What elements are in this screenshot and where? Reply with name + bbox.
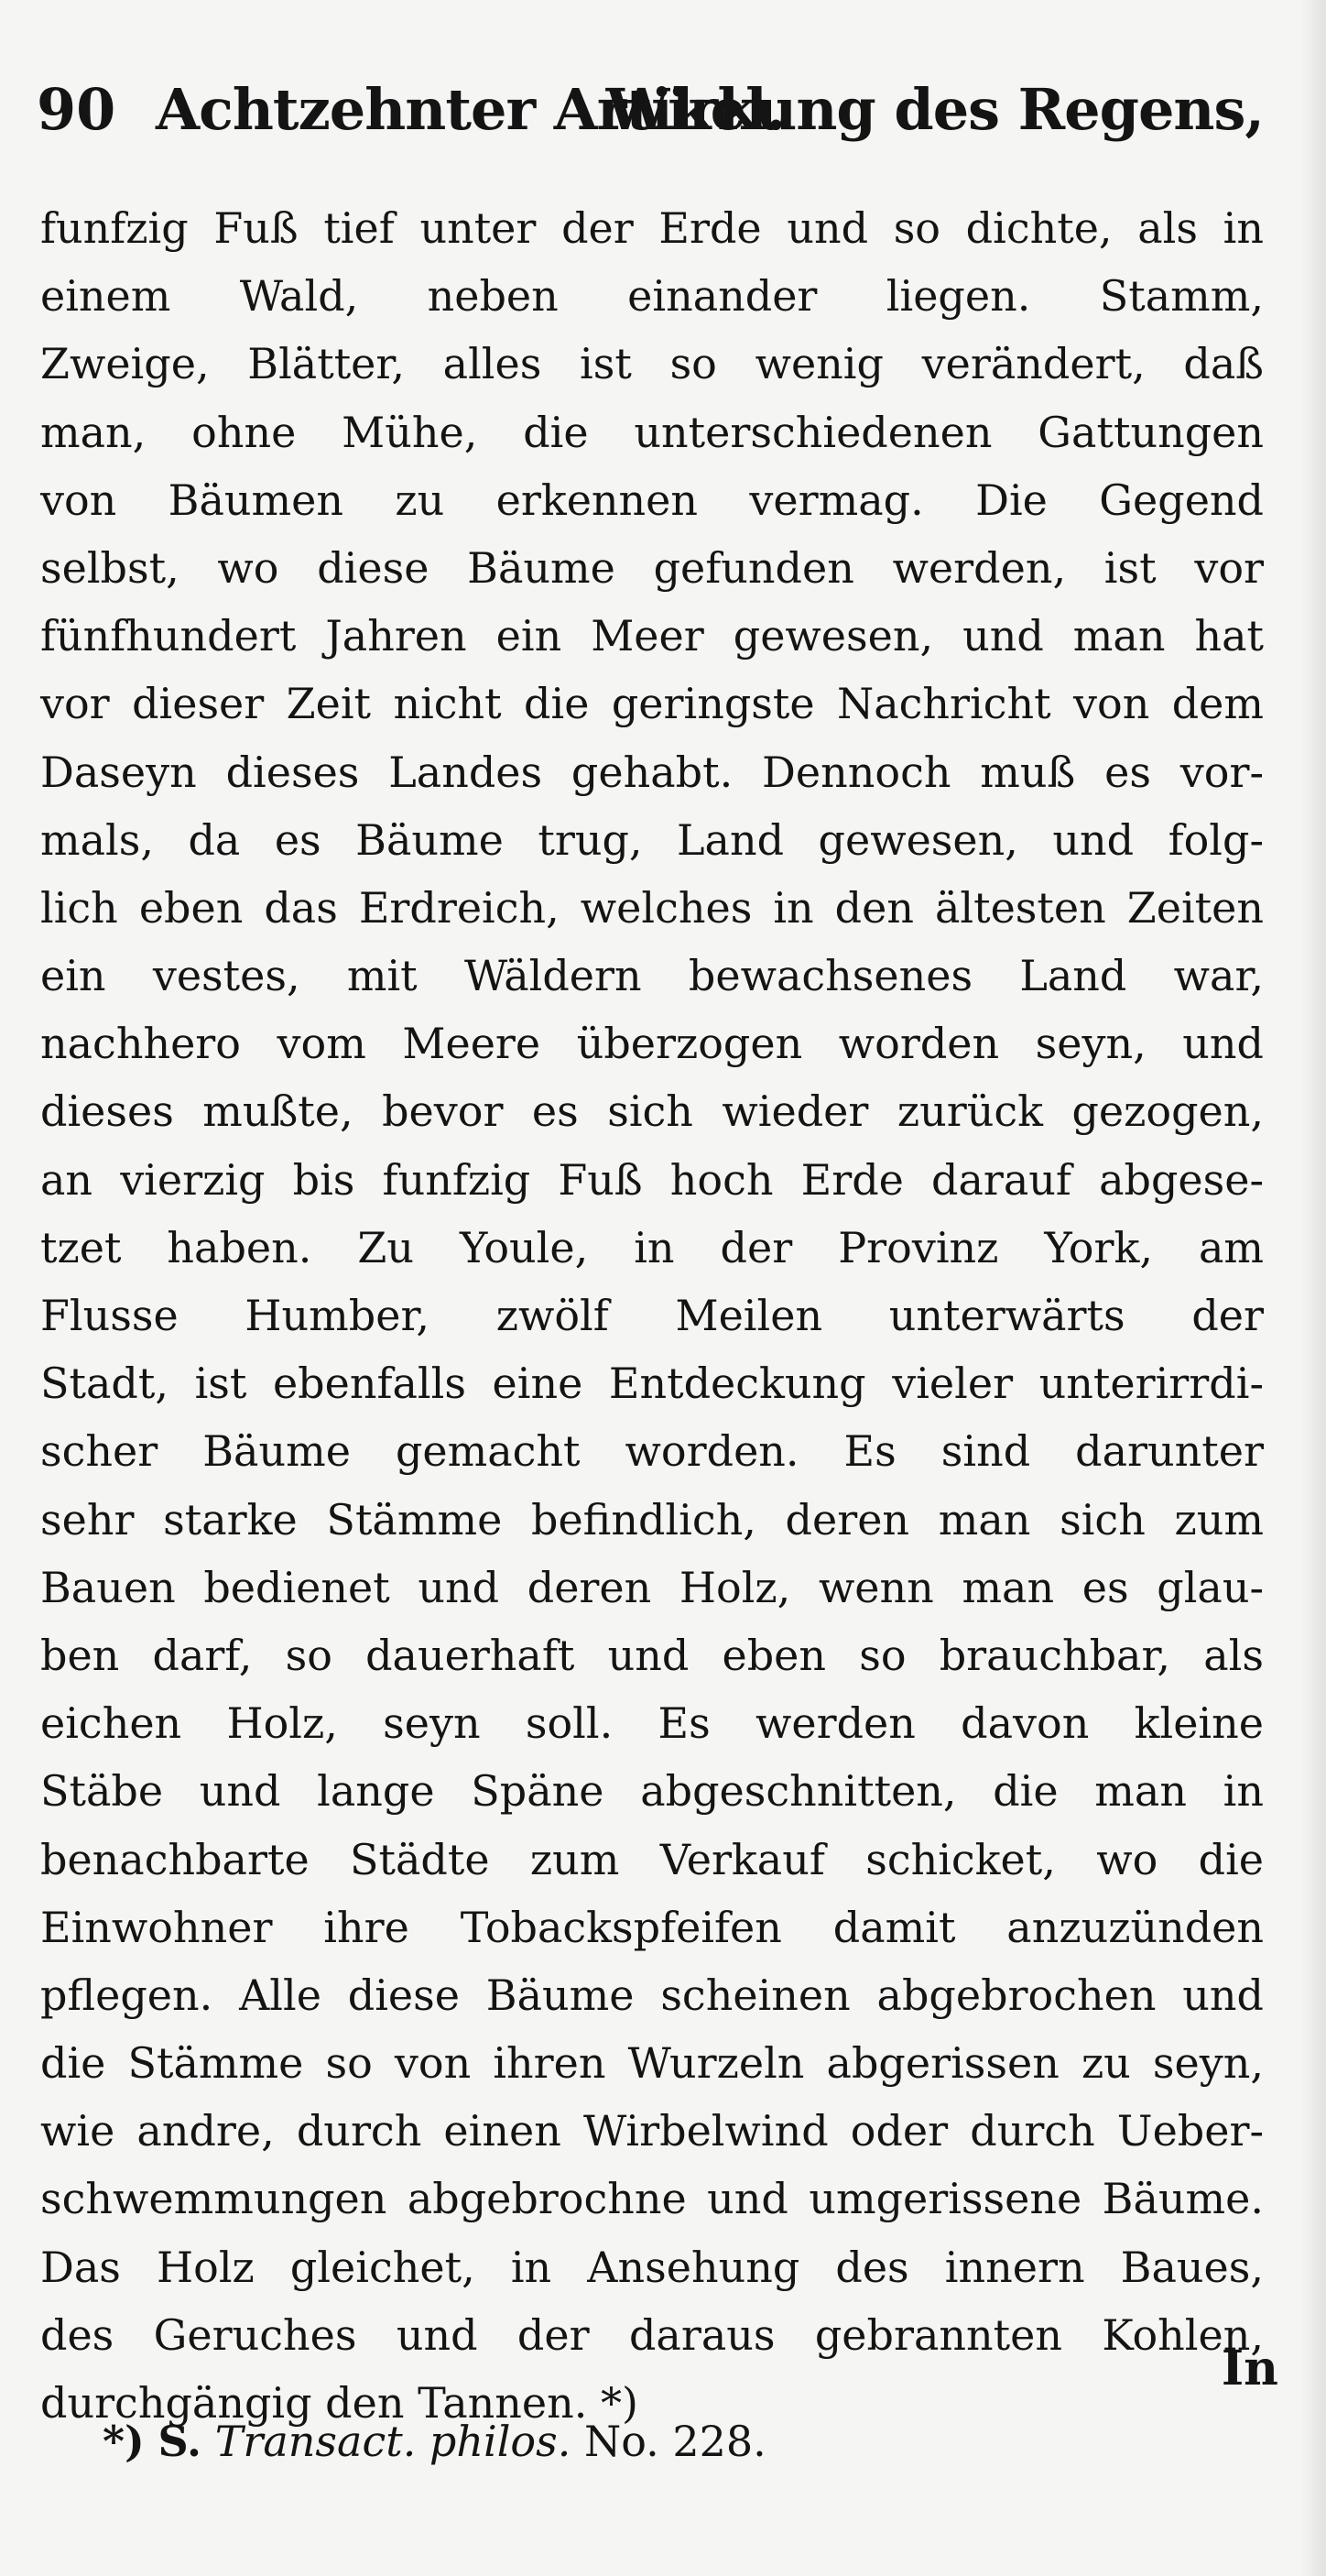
text-line: ben darf, so dauerhaft und eben so brauchbar, als (40, 1630, 1264, 1680)
text-line: tzet haben. Zu Youle, in der Provinz York, am (40, 1222, 1264, 1272)
text-line: Stadt, ist ebenfalls eine Entdeckung vieler unterirrdi- (40, 1359, 1264, 1409)
footnote-number: No. 228. (583, 2417, 766, 2466)
text-line: einem Wald, neben einander liegen. Stamm, (40, 271, 1264, 322)
text-line: Einwohner ihre Tobackspfeifen damit anzuzünden (40, 1902, 1264, 1952)
text-line: ein vestes, mit Wäldern bewachsenes Land war, (40, 951, 1264, 1001)
text-line: benachbarte Städte zum Verkauf schicket, wo die (40, 1834, 1264, 1884)
scan-edge-shadow (1300, 0, 1326, 2576)
text-line: durchgängig den Tannen. *) (40, 2378, 638, 2428)
text-line: dieses mußte, bevor es sich wieder zurück gezogen, (40, 1086, 1264, 1137)
running-title: Achtzehnter Artikel. (156, 76, 786, 143)
page-header (37, 64, 1264, 156)
footnote-source-title: Transact. philos. (214, 2417, 571, 2466)
running-subject: Wirkung des Regens, (605, 76, 1264, 143)
text-line: wie andre, durch einen Wirbelwind oder durch Ueber- (40, 2106, 1264, 2156)
text-line: fünfhundert Jahren ein Meer gewesen, und man hat (40, 611, 1264, 661)
text-line: an vierzig bis funfzig Fuß hoch Erde darauf abgese- (40, 1154, 1264, 1205)
text-line: von Bäumen zu erkennen vermag. Die Gegend (40, 475, 1264, 525)
text-line: des Geruches und der daraus gebrannten Kohlen, (40, 2309, 1264, 2360)
text-line: selbst, wo diese Bäume gefunden werden, ist vor (40, 542, 1264, 593)
body-text (40, 194, 1264, 2437)
text-line: scher Bäume gemacht worden. Es sind darunter (40, 1426, 1264, 1477)
text-line: Zweige, Blätter, alles ist so wenig verändert, daß (40, 339, 1264, 389)
page-number: 90 (37, 76, 116, 143)
footnote-source-abbrev: S. (158, 2417, 202, 2466)
text-line: mals, da es Bäume trug, Land gewesen, und folg- (40, 814, 1264, 865)
text-line: sehr starke Stämme befindlich, deren man sich zum (40, 1494, 1264, 1545)
text-line: eichen Holz, seyn soll. Es werden davon kleine (40, 1698, 1264, 1749)
text-line: Flusse Humber, zwölf Meilen unterwärts der (40, 1291, 1264, 1340)
text-line: funfzig Fuß tief unter der Erde und so dichte, als in (40, 203, 1264, 253)
text-line: schwemmungen abgebrochne und umgerissene Bäume. (40, 2174, 1264, 2224)
text-line: Daseyn dieses Landes gehabt. Dennoch muß es vor- (40, 747, 1264, 797)
text-line: Das Holz gleichet, in Ansehung des innern Baues, (40, 2242, 1264, 2292)
text-line: die Stämme so von ihren Wurzeln abgerissen zu seyn, (40, 2038, 1264, 2089)
footnote (103, 2417, 766, 2466)
text-line: man, ohne Mühe, die unterschiedenen Gattungen (40, 407, 1264, 457)
text-line: nachhero vom Meere überzogen worden seyn, und (40, 1019, 1264, 1069)
text-line: Stäbe und lange Späne abgeschnitten, die man in (40, 1766, 1264, 1817)
text-line: Bauen bedienet und deren Holz, wenn man es glau- (40, 1562, 1264, 1612)
text-line: pflegen. Alle diese Bäume scheinen abgebrochen und (40, 1970, 1264, 2020)
footnote-mark: *) (103, 2417, 145, 2466)
catchword: In (1221, 2341, 1278, 2396)
text-line: lich eben das Erdreich, welches in den ältesten Zeiten (40, 882, 1264, 933)
text-line: vor dieser Zeit nicht die geringste Nachricht von dem (40, 679, 1264, 729)
